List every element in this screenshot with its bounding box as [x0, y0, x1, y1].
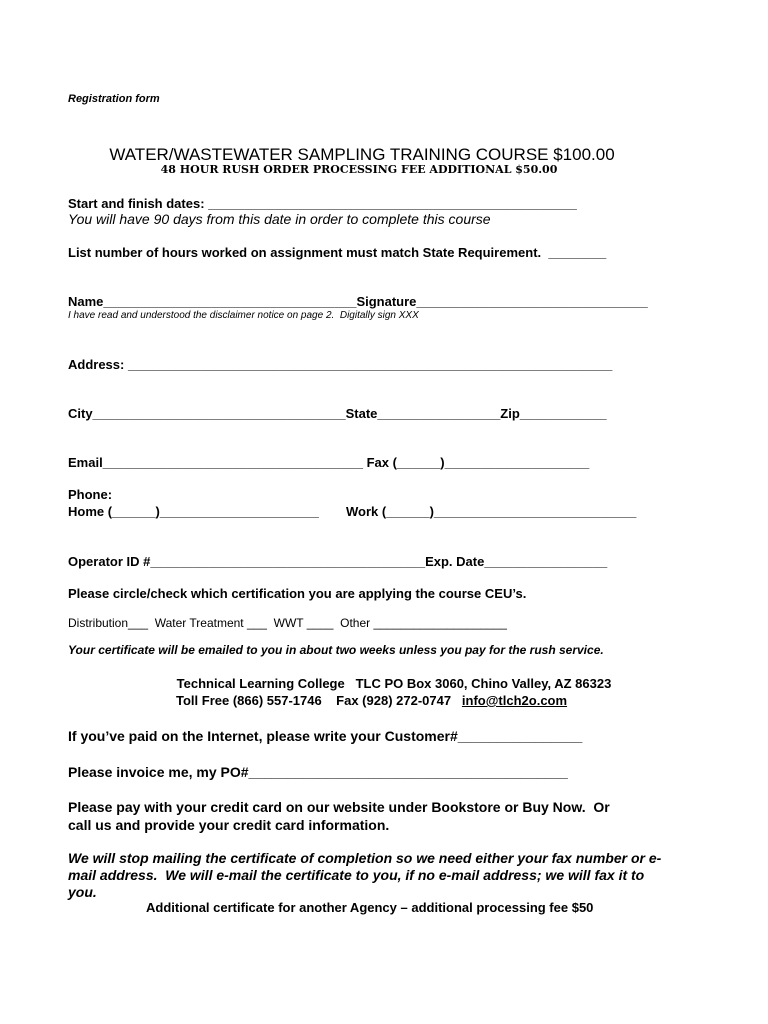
operator-id-field[interactable]: Operator ID #______________________________________Exp. Date_________________: [68, 554, 608, 569]
mailing-note-line2: mail address. We will e-mail the certificate to you, if no e-mail address; we will fax it to: [68, 867, 645, 883]
customer-number-field[interactable]: If you’ve paid on the Internet, please write your Customer#________________: [68, 728, 583, 744]
credit-card-note-line2: call us and provide your credit card information.: [68, 817, 390, 833]
additional-certificate-note: Additional certificate for another Agency – additional processing fee $50: [146, 900, 594, 915]
disclaimer-note: I have read and understood the disclaimer notice on page 2. Digitally sign XXX: [68, 310, 419, 321]
contact-email-link[interactable]: info@tlch2o.com: [461, 693, 568, 708]
rush-fee-note: 48 HOUR RUSH ORDER PROCESSING FEE ADDITIONAL $50.00: [160, 163, 558, 176]
mailing-note-line1: We will stop mailing the certificate of completion so we need either your fax number or e-: [68, 850, 662, 866]
phone-label: Phone:: [68, 487, 113, 502]
certification-prompt: Please circle/check which certification you are applying the course CEU’s.: [68, 586, 527, 601]
registration-form-label: Registration form: [68, 93, 160, 105]
address-field[interactable]: Address: ___________________________________________________________________: [68, 357, 613, 372]
email-fax-field[interactable]: Email____________________________________ Fax (______)____________________: [68, 455, 590, 470]
certification-options[interactable]: Distribution___ Water Treatment ___ WWT ____ Other ____________________: [68, 616, 507, 630]
name-signature-field[interactable]: Name___________________________________Signature________________________________: [68, 294, 648, 309]
mailing-note-line3: you.: [68, 884, 97, 900]
invoice-po-field[interactable]: Please invoice me, my PO#_________________________________________: [68, 764, 568, 780]
city-state-zip-field[interactable]: City___________________________________State_________________Zip____________: [68, 406, 607, 421]
home-phone-field[interactable]: Home (______)______________________: [68, 504, 319, 519]
work-phone-field[interactable]: Work (______)____________________________: [346, 504, 637, 519]
course-title: WATER/WASTEWATER SAMPLING TRAINING COURSE $100.00: [109, 145, 615, 164]
dates-note: You will have 90 days from this date in order to complete this course: [68, 211, 491, 227]
toll-free-fax-text: Toll Free (866) 557-1746 Fax (928) 272-0747: [176, 693, 462, 708]
certificate-email-note: Your certificate will be emailed to you in about two weeks unless you pay for the rush service.: [68, 643, 604, 657]
credit-card-note-line1: Please pay with your credit card on our website under Bookstore or Buy Now. Or: [68, 799, 610, 815]
contact-phone-fax: [176, 694, 567, 707]
dates-field[interactable]: Start and finish dates: ___________________________________________________: [68, 196, 577, 211]
hours-field[interactable]: List number of hours worked on assignment must match State Requirement. ________: [68, 245, 607, 260]
contact-address: Technical Learning College TLC PO Box 3060, Chino Valley, AZ 86323: [176, 676, 612, 691]
